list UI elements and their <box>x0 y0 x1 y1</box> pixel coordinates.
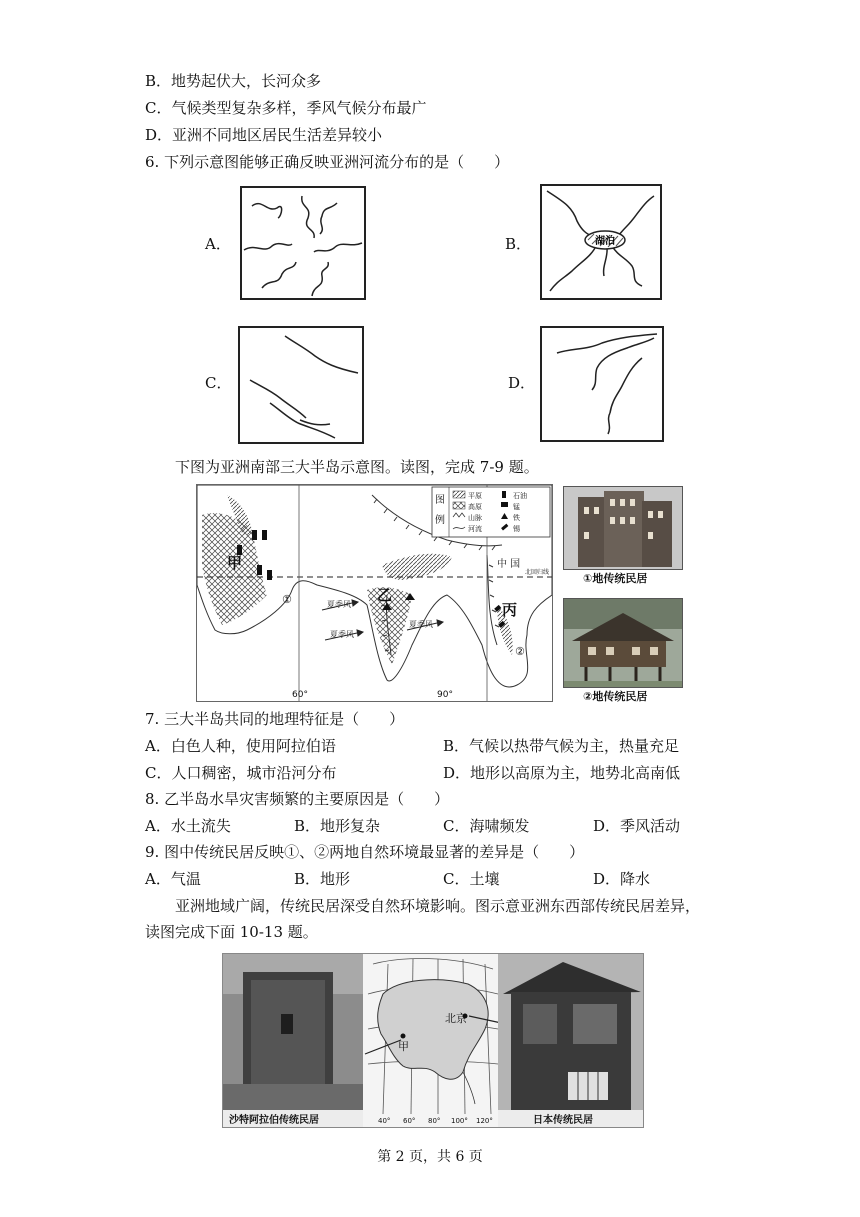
map2-lon-80: 80° <box>428 1117 441 1125</box>
intro-10-13-line2: 读图完成下面 10-13 题。 <box>145 923 318 941</box>
river-option-a-label: A． <box>205 235 231 253</box>
q7-option-d: D．地形以高原为主，地势北高南低 <box>443 764 681 782</box>
caption-japan-dwelling: 日本传统民居 <box>533 1115 593 1126</box>
q7-option-c: C．人口稠密，城市沿河分布 <box>145 764 337 782</box>
q7-stem: 7. 三大半岛共同的地理特征是（ ） <box>145 710 405 728</box>
dwelling-photo-2 <box>563 598 683 688</box>
river-diagram-a <box>240 186 366 300</box>
legend-iron: 铁 <box>513 514 520 522</box>
legend-title-2: 例 <box>435 515 445 526</box>
legend-tin: 锡 <box>513 525 520 533</box>
q9-option-a: A．气温 <box>145 870 201 888</box>
dwelling-photo-1 <box>563 486 683 570</box>
q8-option-d: D．季风活动 <box>593 817 681 835</box>
legend-plain: 平原 <box>468 492 482 500</box>
intro-7-9: 下图为亚洲南部三大半岛示意图。读图，完成 7-9 题。 <box>175 458 539 476</box>
page-footer: 第 2 页，共 6 页 <box>377 1149 483 1165</box>
river-diagram-b <box>540 184 662 300</box>
river-option-b-label: B． <box>505 235 532 253</box>
river-diagram-d <box>540 326 664 442</box>
q7-option-a: A．白色人种，使用阿拉伯语 <box>145 737 336 755</box>
q8-option-b: B．地形复杂 <box>294 817 381 835</box>
q5-option-b: B．地势起伏大，长河众多 <box>145 72 322 90</box>
caption-dwelling-2: ②地传统民居 <box>583 690 648 703</box>
map2-label-jia: 甲 <box>398 1040 409 1053</box>
monsoon-label-3: 夏季风 <box>409 620 433 629</box>
q8-option-a: A．水土流失 <box>145 817 231 835</box>
intro-10-13-line1: 亚洲地域广阔，传统民居深受自然环境影响。图示意亚洲东西部传统民居差异， <box>175 897 701 915</box>
legend-river: 河流 <box>468 525 482 533</box>
label-china: 中 国 <box>497 559 521 570</box>
q8-stem: 8. 乙半岛水旱灾害频繁的主要原因是（ ） <box>145 790 450 808</box>
map2-lon-100: 100° <box>451 1117 468 1125</box>
label-tropic: 北回归线 <box>525 569 550 576</box>
q8-option-c: C．海啸频发 <box>443 817 530 835</box>
monsoon-label-2: 夏季风 <box>330 630 354 639</box>
legend-manganese: 锰 <box>513 503 520 511</box>
q7-option-b: B．气候以热带气候为主，热量充足 <box>443 737 680 755</box>
caption-saudi-dwelling: 沙特阿拉伯传统民居 <box>229 1115 319 1126</box>
q9-option-b: B．地形 <box>294 870 351 888</box>
river-option-d-label: D． <box>508 374 536 392</box>
lake-label: 湖泊 <box>595 236 615 247</box>
q9-option-d: D．降水 <box>593 870 651 888</box>
caption-dwelling-1: ①地传统民居 <box>583 572 648 585</box>
map2-lon-120: 120° <box>476 1117 493 1125</box>
q9-stem: 9. 图中传统民居反映①、②两地自然环境最显著的差异是（ ） <box>145 843 585 861</box>
marker-2: ② <box>515 645 525 658</box>
q5-option-c: C．气候类型复杂多样，季风气候分布最广 <box>145 99 427 117</box>
map2-lon-40: 40° <box>378 1117 391 1125</box>
label-bing: 丙 <box>502 601 518 619</box>
legend-oil: 石油 <box>513 492 527 500</box>
label-yi: 乙 <box>377 586 393 604</box>
legend-plateau: 高原 <box>468 503 482 511</box>
q5-option-d: D．亚洲不同地区居民生活差异较小 <box>145 126 383 144</box>
map2-label-beijing: 北京 <box>445 1012 467 1025</box>
label-jia: 甲 <box>227 554 243 572</box>
map2-lon-60: 60° <box>403 1117 416 1125</box>
legend-mountain: 山脉 <box>468 514 482 522</box>
lon-90: 90° <box>437 690 453 700</box>
q9-option-c: C．土壤 <box>443 870 500 888</box>
peninsula-map <box>196 484 553 702</box>
dwelling-comparison-figure <box>222 953 644 1128</box>
lon-60: 60° <box>292 690 308 700</box>
river-diagram-c <box>238 326 364 444</box>
monsoon-label-1: 夏季风 <box>327 600 351 609</box>
legend-title-1: 图 <box>435 495 445 506</box>
river-option-c-label: C． <box>205 374 232 392</box>
q6-stem: 6. 下列示意图能够正确反映亚洲河流分布的是（ ） <box>145 153 510 171</box>
marker-1: ① <box>282 593 292 606</box>
